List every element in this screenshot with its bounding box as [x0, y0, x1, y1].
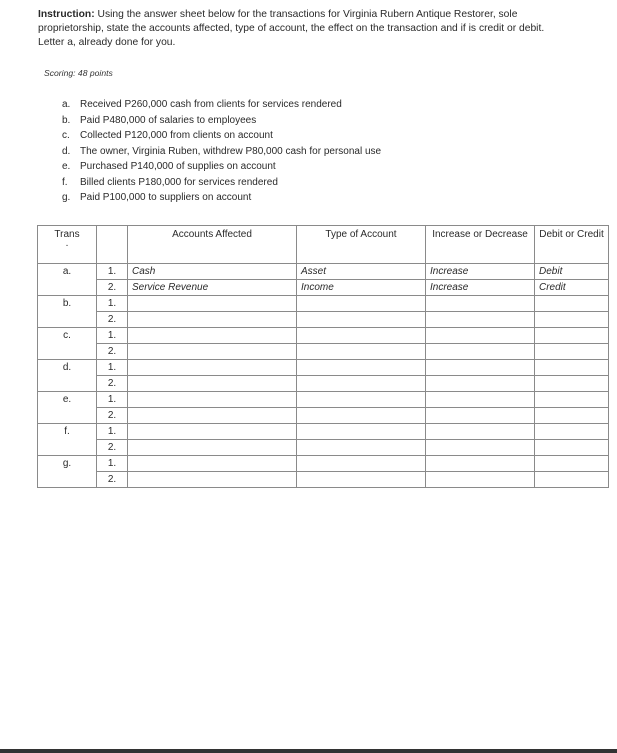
transaction-letter: f. — [62, 176, 68, 188]
accounts-affected-cell[interactable]: Cash — [128, 264, 297, 280]
increase-decrease-cell[interactable]: Increase — [426, 264, 535, 280]
line-number-cell: 1. — [97, 456, 128, 472]
debit-credit-cell[interactable] — [535, 408, 609, 424]
accounts-affected-cell[interactable] — [128, 360, 297, 376]
type-of-account-cell[interactable]: Income — [297, 280, 426, 296]
accounts-affected-cell[interactable] — [128, 440, 297, 456]
debit-credit-cell[interactable] — [535, 344, 609, 360]
line-number-cell: 2. — [97, 472, 128, 488]
type-of-account-cell[interactable] — [297, 472, 426, 488]
header-accounts-affected: Accounts Affected — [128, 226, 297, 264]
scoring-note: Scoring: 48 points — [44, 68, 113, 78]
transaction-letter: d. — [62, 145, 71, 157]
debit-credit-cell[interactable] — [535, 472, 609, 488]
transaction-text: Collected P120,000 from clients on account — [80, 130, 273, 141]
line-number-cell: 2. — [97, 440, 128, 456]
table-row — [38, 344, 609, 360]
table-row — [38, 280, 609, 296]
table-row — [38, 424, 609, 440]
bottom-border-bar — [0, 749, 617, 753]
transaction-item — [62, 190, 381, 206]
table-row — [38, 312, 609, 328]
debit-credit-cell[interactable] — [535, 296, 609, 312]
increase-decrease-cell[interactable] — [426, 376, 535, 392]
type-of-account-cell[interactable]: Asset — [297, 264, 426, 280]
table-row — [38, 264, 609, 280]
debit-credit-cell[interactable] — [535, 360, 609, 376]
increase-decrease-cell[interactable] — [426, 312, 535, 328]
transaction-letter: c. — [62, 130, 70, 141]
accounts-affected-cell[interactable] — [128, 408, 297, 424]
accounts-affected-cell[interactable] — [128, 376, 297, 392]
accounts-affected-cell[interactable] — [128, 344, 297, 360]
increase-decrease-cell[interactable] — [426, 360, 535, 376]
increase-decrease-cell[interactable]: Increase — [426, 280, 535, 296]
transaction-letter: a. — [62, 99, 71, 110]
increase-decrease-cell[interactable] — [426, 344, 535, 360]
accounts-affected-cell[interactable] — [128, 456, 297, 472]
table-row — [38, 376, 609, 392]
increase-decrease-cell[interactable] — [426, 392, 535, 408]
type-of-account-cell[interactable] — [297, 360, 426, 376]
line-number-cell: 2. — [97, 344, 128, 360]
type-of-account-cell[interactable] — [297, 424, 426, 440]
transaction-list — [62, 97, 381, 206]
line-number-cell: 1. — [97, 264, 128, 280]
transaction-item — [62, 97, 381, 113]
accounts-affected-cell[interactable]: Service Revenue — [128, 280, 297, 296]
table-row — [38, 328, 609, 344]
transaction-item — [62, 128, 381, 144]
instruction-text: Using the answer sheet below for the transactions for Virginia Rubern Antique Restorer, sole proprietorship, state the accounts affected, type of account, the effect on the transaction and if is credit or debit. Letter a, already done for you. — [38, 9, 545, 48]
table-row — [38, 408, 609, 424]
debit-credit-cell[interactable]: Credit — [535, 280, 609, 296]
transaction-text: Billed clients P180,000 for services rendered — [80, 176, 278, 188]
line-number-cell: 1. — [97, 296, 128, 312]
answer-sheet-body — [38, 264, 609, 488]
line-number-cell: 2. — [97, 280, 128, 296]
type-of-account-cell[interactable] — [297, 440, 426, 456]
debit-credit-cell[interactable] — [535, 328, 609, 344]
type-of-account-cell[interactable] — [297, 312, 426, 328]
transaction-text: Purchased P140,000 of supplies on account — [80, 161, 276, 172]
transaction-item — [62, 175, 381, 191]
table-row — [38, 472, 609, 488]
increase-decrease-cell[interactable] — [426, 456, 535, 472]
accounts-affected-cell[interactable] — [128, 296, 297, 312]
accounts-affected-cell[interactable] — [128, 424, 297, 440]
header-trans — [38, 226, 97, 264]
transaction-text: Received P260,000 cash from clients for services rendered — [80, 99, 342, 110]
increase-decrease-cell[interactable] — [426, 440, 535, 456]
type-of-account-cell[interactable] — [297, 392, 426, 408]
trans-letter-cell: a. — [38, 264, 97, 296]
header-trans-dot: . — [65, 238, 69, 249]
debit-credit-cell[interactable] — [535, 392, 609, 408]
header-line-number — [97, 226, 128, 264]
debit-credit-cell[interactable] — [535, 424, 609, 440]
accounts-affected-cell[interactable] — [128, 328, 297, 344]
increase-decrease-cell[interactable] — [426, 472, 535, 488]
header-type-of-account: Type of Account — [297, 226, 426, 264]
line-number-cell: 1. — [97, 328, 128, 344]
transaction-text: The owner, Virginia Ruben, withdrew P80,000 cash for personal use — [80, 145, 382, 157]
line-number-cell: 1. — [97, 392, 128, 408]
type-of-account-cell[interactable] — [297, 376, 426, 392]
type-of-account-cell[interactable] — [297, 456, 426, 472]
table-header-row — [38, 226, 609, 264]
instruction-label: Instruction: — [38, 9, 95, 20]
table-row — [38, 392, 609, 408]
debit-credit-cell[interactable] — [535, 312, 609, 328]
increase-decrease-cell[interactable] — [426, 424, 535, 440]
transaction-letter: b. — [62, 114, 71, 126]
line-number-cell: 1. — [97, 360, 128, 376]
transaction-text: Paid P100,000 to suppliers on account — [80, 192, 252, 203]
instruction-paragraph — [38, 8, 558, 50]
type-of-account-cell[interactable] — [297, 408, 426, 424]
header-debit-or-credit: Debit or Credit — [535, 226, 609, 264]
line-number-cell: 2. — [97, 312, 128, 328]
transaction-text: Paid P480,000 of salaries to employees — [80, 114, 257, 126]
header-increase-or-decrease: Increase or Decrease — [426, 226, 535, 264]
transaction-item — [62, 113, 381, 129]
increase-decrease-cell[interactable] — [426, 296, 535, 312]
line-number-cell: 1. — [97, 424, 128, 440]
table-row — [38, 296, 609, 312]
trans-letter-cell: e. — [38, 392, 97, 424]
table-row — [38, 360, 609, 376]
table-row — [38, 456, 609, 472]
answer-sheet-table — [37, 225, 609, 488]
accounts-affected-cell[interactable] — [128, 472, 297, 488]
accounts-affected-cell[interactable] — [128, 312, 297, 328]
debit-credit-cell[interactable] — [535, 376, 609, 392]
debit-credit-cell[interactable]: Debit — [535, 264, 609, 280]
accounts-affected-cell[interactable] — [128, 392, 297, 408]
debit-credit-cell[interactable] — [535, 456, 609, 472]
header-trans-label: Trans — [54, 229, 80, 240]
trans-letter-cell: f. — [38, 424, 97, 456]
type-of-account-cell[interactable] — [297, 344, 426, 360]
trans-letter-cell: b. — [38, 296, 97, 328]
trans-letter-cell: c. — [38, 328, 97, 360]
debit-credit-cell[interactable] — [535, 440, 609, 456]
type-of-account-cell[interactable] — [297, 328, 426, 344]
line-number-cell: 2. — [97, 376, 128, 392]
line-number-cell: 2. — [97, 408, 128, 424]
increase-decrease-cell[interactable] — [426, 328, 535, 344]
type-of-account-cell[interactable] — [297, 296, 426, 312]
trans-letter-cell: d. — [38, 360, 97, 392]
transaction-item — [62, 144, 381, 160]
table-row — [38, 440, 609, 456]
transaction-item — [62, 159, 381, 175]
increase-decrease-cell[interactable] — [426, 408, 535, 424]
trans-letter-cell: g. — [38, 456, 97, 488]
transaction-letter: e. — [62, 161, 71, 172]
transaction-letter: g. — [62, 192, 71, 203]
